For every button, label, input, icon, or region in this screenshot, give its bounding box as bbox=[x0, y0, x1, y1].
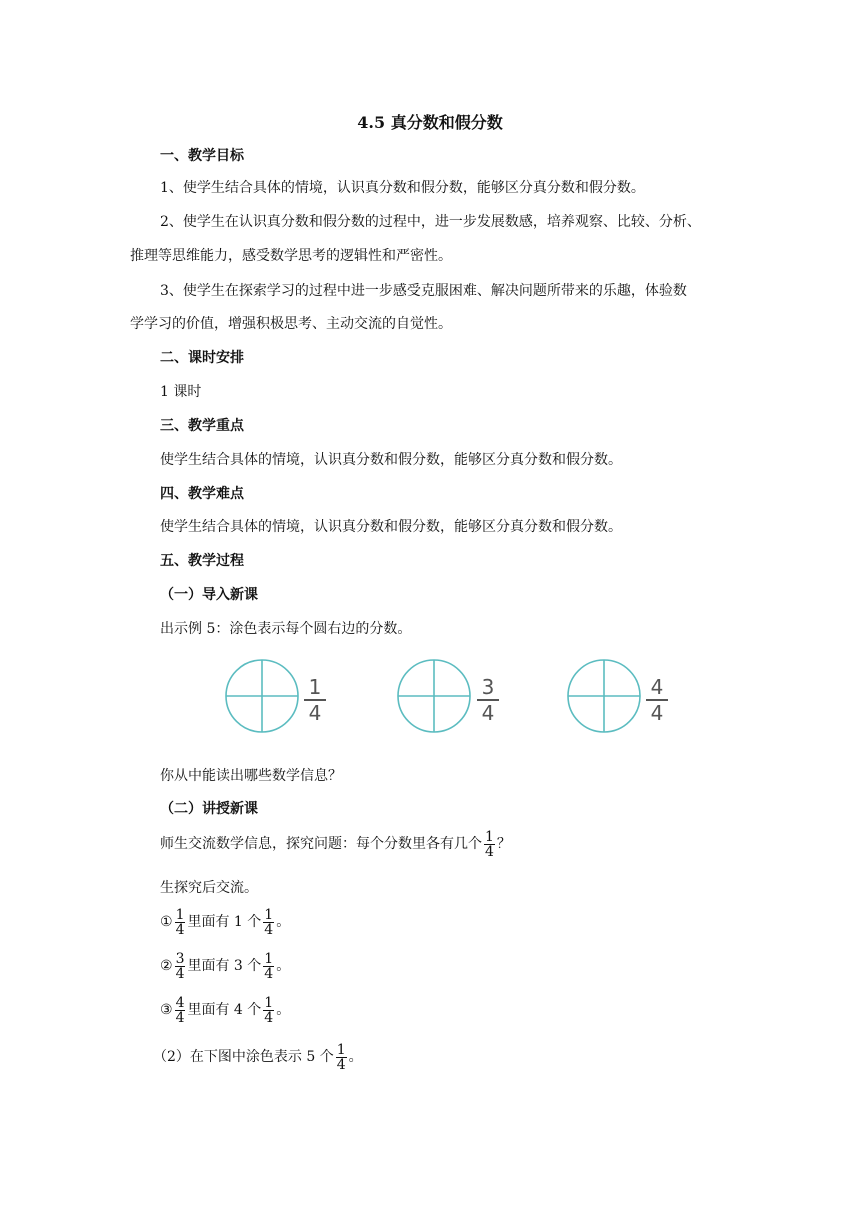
example-5-text: 出示例 5：涂色表示每个圆右边的分数。 bbox=[160, 621, 412, 637]
question-text: 你从中能读出哪些数学信息？ bbox=[160, 768, 342, 784]
subheading-intro: （一）导入新课 bbox=[160, 587, 258, 603]
document-title: 4.5 真分数和假分数 bbox=[357, 113, 503, 132]
list-item-4: （2）在下图中涂色表示 5 个 $\frac{1}{4}$ 。 bbox=[153, 1041, 363, 1073]
figure-fraction-3: 4 4 bbox=[646, 676, 668, 724]
heading-teaching-goals: 一、教学目标 bbox=[160, 148, 244, 164]
quartered-circle-icon bbox=[396, 658, 472, 734]
circle-figure-1 bbox=[224, 658, 300, 738]
heading-key-points: 三、教学重点 bbox=[160, 418, 244, 434]
heading-process: 五、教学过程 bbox=[160, 553, 244, 569]
fraction-three-quarters: $\frac{3}{4}$ bbox=[175, 950, 185, 982]
fraction-one-quarter: $\frac{1}{4}$ bbox=[264, 950, 274, 982]
figure-fraction-1: 1 4 bbox=[304, 676, 326, 724]
circle-figure-3 bbox=[566, 658, 642, 738]
difficulties-text: 使学生结合具体的情境，认识真分数和假分数，能够区分真分数和假分数。 bbox=[160, 519, 622, 535]
list-item-3: ③ $\frac{4}{4}$ 里面有 4 个 $\frac{1}{4}$ 。 bbox=[160, 994, 291, 1026]
circle-figure-2 bbox=[396, 658, 472, 738]
heading-difficulties: 四、教学难点 bbox=[160, 486, 244, 502]
list-item-2: ② $\frac{3}{4}$ 里面有 3 个 $\frac{1}{4}$ 。 bbox=[160, 950, 291, 982]
fraction-one-quarter: $\frac{1}{4}$ bbox=[264, 994, 274, 1026]
key-points-text: 使学生结合具体的情境，认识真分数和假分数，能够区分真分数和假分数。 bbox=[160, 452, 622, 468]
subheading-teaching: （二）讲授新课 bbox=[160, 801, 258, 817]
goal-3-line-1: 3、使学生在探索学习的过程中进一步感受克服困难、解决问题所带来的乐趣，体验数 bbox=[160, 283, 687, 299]
fraction-one-quarter: $\frac{1}{4}$ bbox=[264, 906, 274, 938]
fraction-one-quarter: $\frac{1}{4}$ bbox=[485, 828, 494, 860]
goal-2-line-2: 推理等思维能力，感受数学思考的逻辑性和严密性。 bbox=[130, 248, 452, 264]
goal-1: 1、使学生结合具体的情境，认识真分数和假分数，能够区分真分数和假分数。 bbox=[160, 180, 645, 196]
fraction-four-quarters: $\frac{4}{4}$ bbox=[175, 994, 185, 1026]
schedule-text: 1 课时 bbox=[160, 384, 202, 400]
heading-schedule: 二、课时安排 bbox=[160, 350, 244, 366]
quartered-circle-icon bbox=[224, 658, 300, 734]
goal-2-line-1: 2、使学生在认识真分数和假分数的过程中，进一步发展数感，培养观察、比较、分析、 bbox=[160, 214, 701, 230]
fraction-one-quarter: $\frac{1}{4}$ bbox=[336, 1041, 346, 1073]
explore-question: 师生交流数学信息，探究问题：每个分数里各有几个 $\frac{1}{4}$ ？ bbox=[160, 828, 511, 860]
list-item-1: ① $\frac{1}{4}$ 里面有 1 个 $\frac{1}{4}$ 。 bbox=[160, 906, 291, 938]
goal-3-line-2: 学学习的价值，增强积极思考、主动交流的自觉性。 bbox=[130, 316, 452, 332]
figure-fraction-2: 3 4 bbox=[477, 676, 499, 724]
quartered-circle-icon bbox=[566, 658, 642, 734]
explore-exchange-text: 生探究后交流。 bbox=[160, 880, 258, 896]
fraction-one-quarter: $\frac{1}{4}$ bbox=[175, 906, 185, 938]
